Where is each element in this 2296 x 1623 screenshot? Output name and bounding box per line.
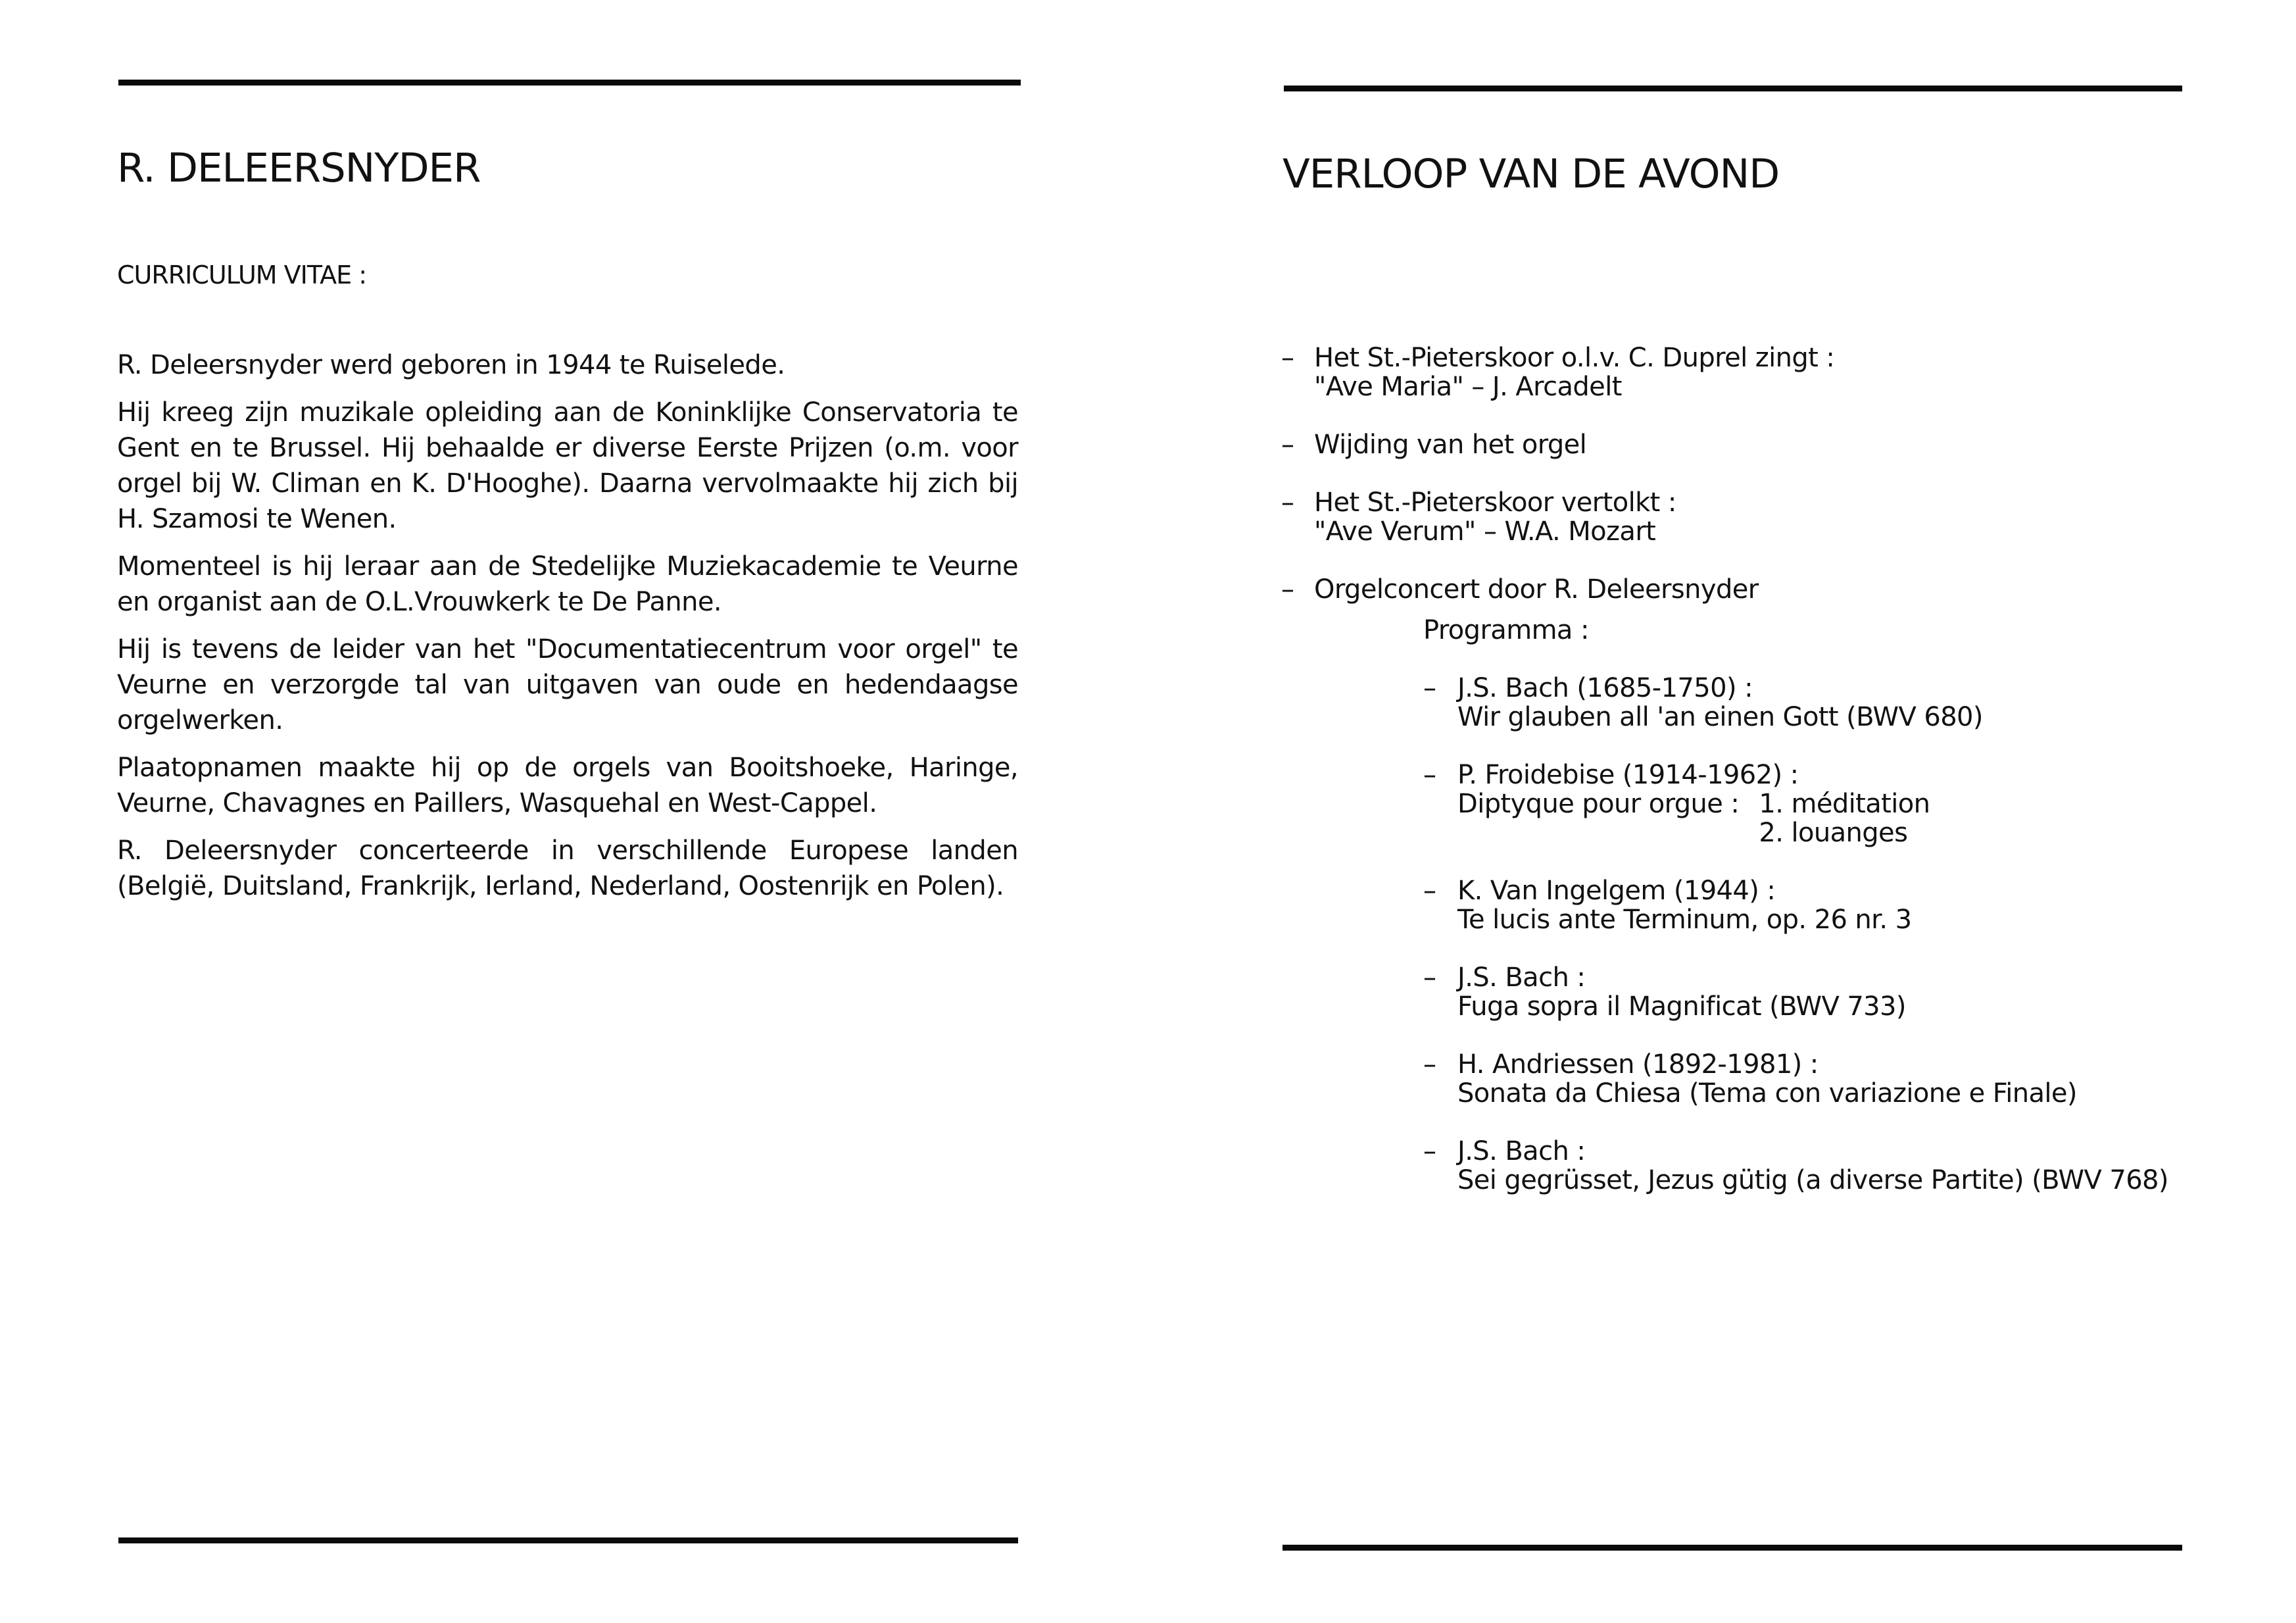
cv-subtitle: CURRICULUM VITAE :	[117, 261, 367, 289]
piece-work: Sei gegrüsset, Jezus gütig (a diverse Partite) (BWV 768)	[1457, 1165, 2168, 1195]
program-label: Programma :	[1423, 615, 1589, 645]
movement: 1. méditation	[1759, 789, 1930, 819]
program-piece	[1423, 963, 2255, 1021]
piece-composer: P. Froidebise (1914-1962) :	[1457, 760, 1799, 790]
top-rule-left	[118, 80, 1021, 86]
cv-body	[117, 347, 1018, 916]
program-piece	[1423, 1137, 2255, 1195]
piece-work: Te lucis ante Terminum, op. 26 nr. 3	[1457, 905, 1912, 935]
program-piece	[1423, 674, 2255, 732]
list-item: – Het St.-Pieterskoor vertolkt : "Ave Verum" – W.A. Mozart	[1281, 487, 1676, 547]
dash-marker: –	[1281, 487, 1294, 518]
evening-program	[1281, 343, 2255, 1195]
page-title-right: VERLOOP VAN DE AVOND	[1282, 151, 1780, 197]
movement: 2. louanges	[1759, 818, 1908, 848]
dash-marker: –	[1423, 1136, 1436, 1166]
list-item: – Het St.-Pieterskoor o.l.v. C. Duprel zingt : "Ave Maria" – J. Arcadelt	[1281, 343, 1835, 402]
dash-marker: –	[1423, 1049, 1436, 1080]
dash-marker: –	[1423, 673, 1436, 703]
dash-marker: –	[1281, 430, 1294, 460]
cv-paragraph: Momenteel is hij leraar aan de Stedelijke Muziekacademie te Veurne en organist aan de O.L.Vrouwkerk te De Panne.	[117, 551, 1018, 617]
top-rule-right	[1284, 86, 2182, 91]
piece-movements	[1759, 789, 1930, 847]
piece-composer: H. Andriessen (1892-1981) :	[1457, 1049, 1819, 1080]
piece-work: Wir glauben all 'an einen Gott (BWV 680)	[1457, 702, 1983, 732]
list-item: – Wijding van het orgel	[1281, 430, 1587, 460]
piece-work: Fuga sopra il Magnificat (BWV 733)	[1457, 991, 1906, 1022]
program-piece	[1423, 761, 2255, 847]
cv-paragraph: Plaatopnamen maakte hij op de orgels van Booitshoeke, Haringe, Veurne, Chavagnes en Paillers, Wasquehal en West-Cappel.	[117, 753, 1018, 818]
piece-composer: J.S. Bach :	[1457, 1136, 1586, 1166]
dash-marker: –	[1281, 574, 1294, 605]
piece-composer: J.S. Bach :	[1457, 962, 1586, 993]
program-piece	[1423, 1050, 2255, 1108]
piece-work: Diptyque pour orgue :	[1457, 789, 1740, 819]
piece-composer: K. Van Ingelgem (1944) :	[1457, 876, 1776, 906]
piece-composer: J.S. Bach (1685-1750) :	[1457, 673, 1753, 703]
dash-marker: –	[1423, 876, 1436, 906]
cv-paragraph: Hij kreeg zijn muzikale opleiding aan de Koninklijke Conservatoria te Gent en te Brussel. Hij behaalde er diverse Eerste Prijzen (o.m. voor orgel bij W. Climan en K. D'Hooghe). Daarna vervolmaakte hij zich bij H. Szamosi te Wenen.	[117, 397, 1018, 534]
piece-work-row	[1457, 789, 2255, 847]
list-item: – Orgelconcert door R. Deleersnyder	[1281, 574, 1759, 605]
page-title-left: R. DELEERSNYDER	[117, 145, 481, 191]
cv-paragraph: Hij is tevens de leider van het "Documentatiecentrum voor orgel" te Veurne en verzorgde tal van uitgaven van oude en hedendaagse orgelwerken.	[117, 634, 1018, 736]
dash-marker: –	[1423, 962, 1436, 993]
bottom-rule-left	[118, 1537, 1018, 1543]
bottom-rule-right	[1282, 1545, 2182, 1551]
piece-work: Sonata da Chiesa (Tema con variazione e Finale)	[1457, 1078, 2077, 1109]
concert-program	[1423, 616, 2255, 1195]
dash-marker: –	[1281, 343, 1294, 373]
cv-paragraph: R. Deleersnyder concerteerde in verschillende Europese landen (België, Duitsland, Frankrijk, Ierland, Nederland, Oostenrijk en Polen).	[117, 836, 1018, 901]
dash-marker: –	[1423, 760, 1436, 790]
cv-paragraph: R. Deleersnyder werd geboren in 1944 te Ruiselede.	[117, 350, 785, 380]
program-piece	[1423, 876, 2255, 934]
